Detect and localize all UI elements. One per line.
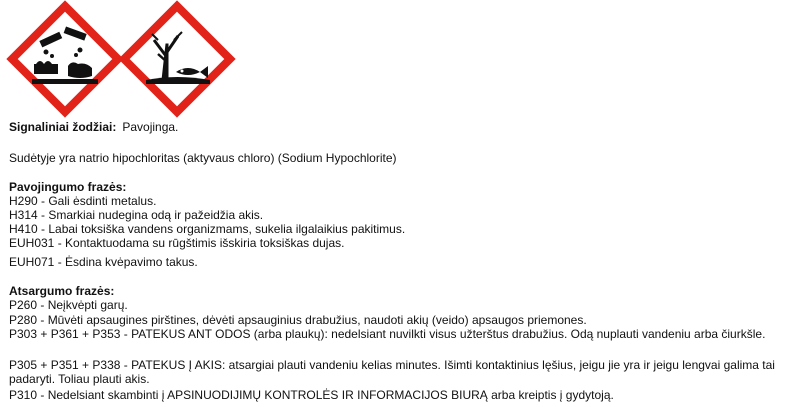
hazard-statement: H410 - Labai toksiška vandens organizmams, sukelia ilgalaikius pakitimus. (9, 222, 406, 236)
signal-word-row (9, 120, 178, 134)
contains-text: Sudėtyje yra natrio hipochloritas (aktyvaus chloro) (Sodium Hypochlorite) (9, 151, 397, 165)
precaution-heading: Atsargumo frazės: (9, 284, 115, 298)
precaution-statement: P280 - Mūvėti apsaugines pirštines, dėvėti apsauginius drabužius, naudoti akių (veido) apsaugos priemones. (9, 313, 587, 327)
environment-pictogram-icon (118, 0, 236, 118)
hazard-statement: H290 - Gali ėsdinti metalus. (9, 194, 157, 208)
signal-word-value: Pavojinga. (122, 120, 179, 134)
precaution-statement: P305 + P351 + P338 - PATEKUS Į AKIS: atsargiai plauti vandeniu kelias minutes. Išimti kontaktinius lęšius, jeigu jie yra ir jeigu lengvai galima tai padaryti. Toliau plauti akis. (9, 358, 775, 386)
corrosion-pictogram-icon (6, 0, 124, 118)
signal-word-label: Signaliniai žodžiai: (9, 120, 117, 134)
hazard-heading: Pavojingumo frazės: (9, 180, 127, 194)
precaution-statement: P310 - Nedelsiant skambinti į APSINUODIJIMŲ KONTROLĖS IR INFORMACIJOS BIURĄ arba kreiptis į gydytoją. (9, 388, 614, 402)
precaution-statement: P260 - Neįkvėpti garų. (9, 298, 128, 312)
hazard-statement: H314 - Smarkiai nudegina odą ir pažeidžia akis. (9, 208, 264, 222)
hazard-statement: EUH031 - Kontaktuodama su rūgštimis išskiria toksiškas dujas. (9, 236, 345, 250)
hazard-statement: EUH071 - Ėsdina kvėpavimo takus. (9, 255, 198, 269)
ghs-pictograms (6, 0, 246, 118)
precaution-statement: P303 + P361 + P353 - PATEKUS ANT ODOS (arba plaukų): nedelsiant nuvilkti visus užterštus drabužius. Odą nuplauti vandeniu arba čiurkšle. (9, 327, 766, 341)
